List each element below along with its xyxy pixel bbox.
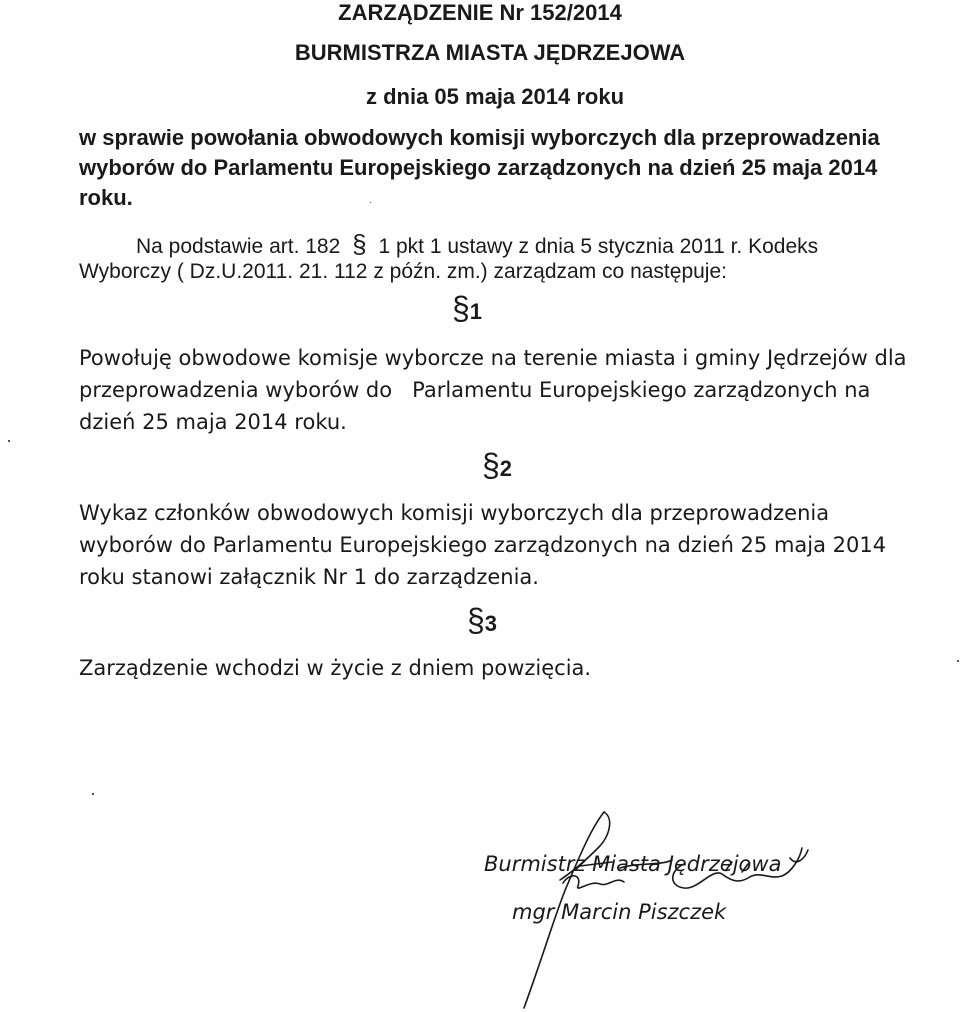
legal-basis-line-2: Wyborczy ( Dz.U.2011. 21. 112 z późn. zm.) zarządzam co następuje: [79, 260, 727, 283]
section-1-number: 1 [469, 299, 483, 324]
section-2-heading [482, 447, 512, 484]
section-3-symbol: § [467, 602, 485, 638]
section-3-line-1: Zarządzenie wchodzi w życie z dniem powzięcia. [79, 656, 592, 680]
section-2-number: 2 [499, 456, 513, 481]
document-title: ZARZĄDZENIE Nr 152/2014 [338, 0, 622, 25]
section-1-line-3: dzień 25 maja 2014 roku. [79, 410, 347, 434]
section-3-number: 3 [484, 611, 498, 636]
subject-line-1: w sprawie powołania obwodowych komisji wyborczych dla przeprowadzenia [79, 125, 880, 150]
paragraph-symbol: § [352, 229, 367, 259]
subject-line-2: wyborów do Parlamentu Europejskiego zarządzonych na dzień 25 maja 2014 [79, 155, 878, 180]
scan-speck [370, 202, 371, 203]
stamp-title: Burmistrz Miasta Jędrzejowa [484, 852, 782, 876]
section-2-line-2: wyborów do Parlamentu Europejskiego zarządzonych na dzień 25 maja 2014 [79, 533, 887, 557]
section-1-symbol: § [452, 290, 470, 326]
section-2-line-3: roku stanowi załącznik Nr 1 do zarządzenia. [79, 565, 539, 589]
stamp-name: mgr Marcin Piszczek [512, 900, 727, 924]
legal-basis-line-1 [136, 230, 818, 261]
legal-basis-text-a: Na podstawie art. 182 [136, 235, 341, 258]
document-date: z dnia 05 maja 2014 roku [365, 84, 625, 109]
scan-speck [957, 660, 959, 662]
legal-basis-text-b: 1 pkt 1 ustawy z dnia 5 stycznia 2011 r. Kodeks [378, 235, 819, 258]
section-1-line-2: przeprowadzenia wyborów do Parlamentu Europejskiego zarządzonych na [79, 378, 871, 402]
subject-line-3: roku. [79, 185, 133, 210]
section-1-heading [452, 290, 482, 327]
scan-speck [92, 793, 94, 795]
section-2-symbol: § [482, 447, 500, 483]
document-issuer: BURMISTRZA MIASTA JĘDRZEJOWA [294, 40, 686, 65]
scan-speck [8, 440, 10, 442]
section-3-heading [467, 602, 497, 639]
section-1-line-1: Powołuję obwodowe komisje wyborcze na terenie miasta i gminy Jędrzejów dla [79, 346, 907, 370]
section-2-line-1: Wykaz członków obwodowych komisji wyborczych dla przeprowadzenia [79, 501, 830, 525]
